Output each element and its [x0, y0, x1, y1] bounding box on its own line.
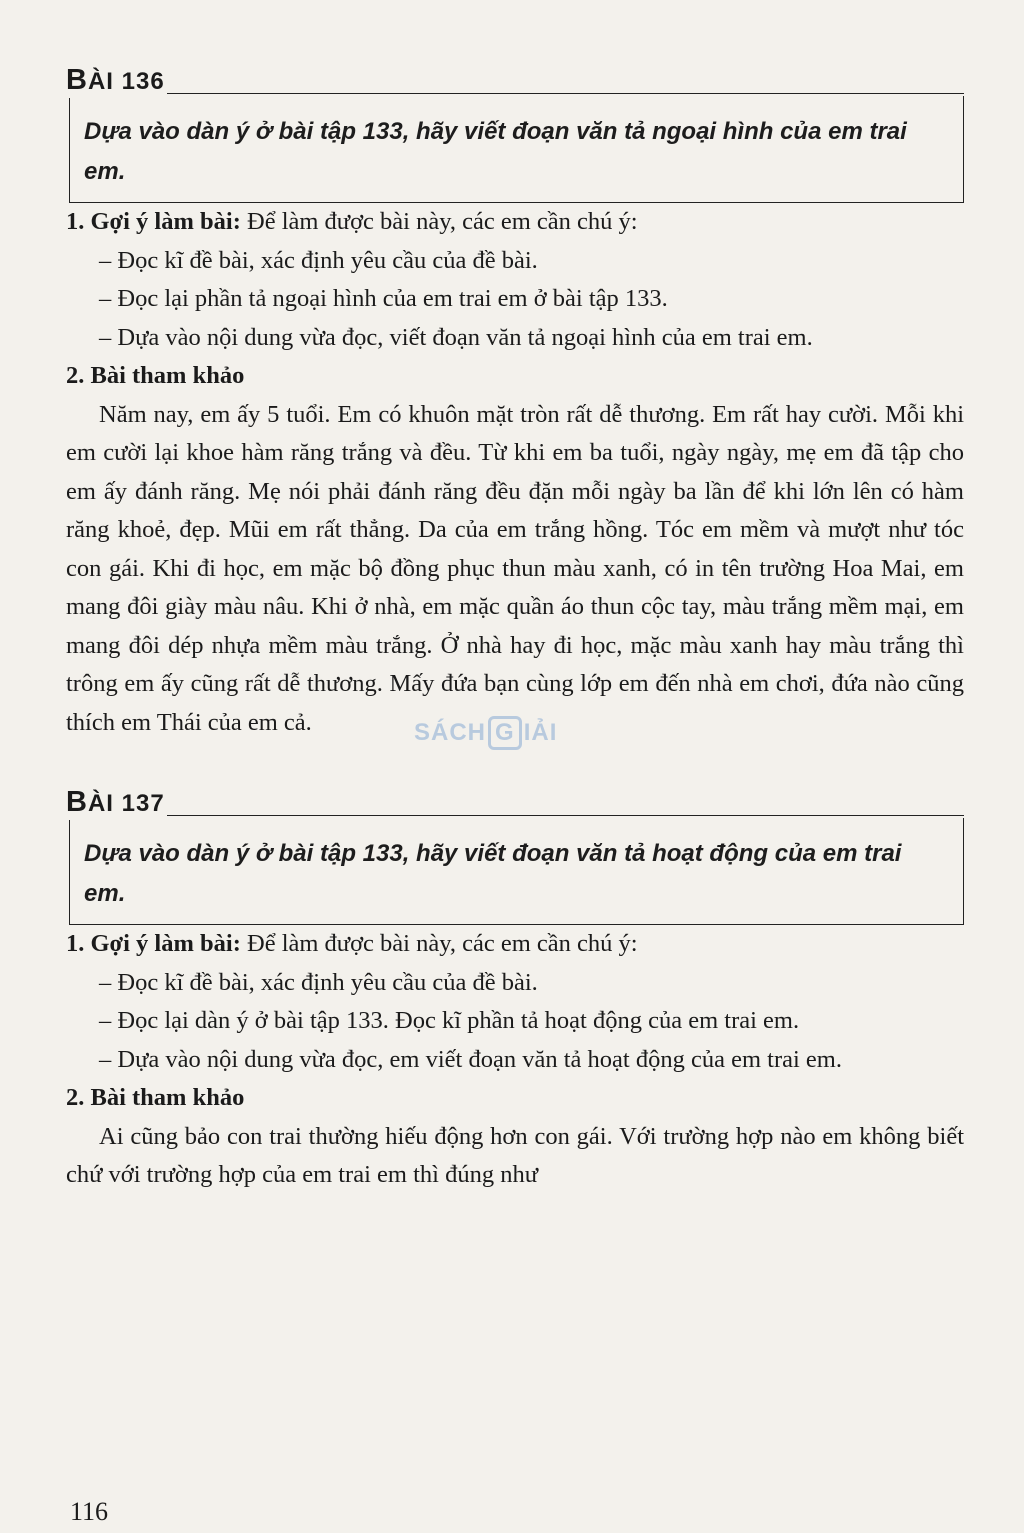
lesson-136-reference-heading: 2. Bài tham khảo — [66, 362, 245, 389]
lesson-137-reference-text: Ai cũng bảo con trai thường hiếu động hơn con gái. Với trường hợp nào em không biết chứ với trường hợp của em trai em thì đúng như — [66, 1122, 964, 1188]
lesson-137-title-initial: B — [66, 786, 88, 818]
lesson-136-title-rule — [66, 93, 964, 94]
lesson-136-hint-item: – Đọc kĩ đề bài, xác định yêu cầu của đề bài. — [99, 246, 538, 274]
lesson-137-header — [66, 780, 964, 818]
lesson-136-hint-item: – Dựa vào nội dung vừa đọc, viết đoạn văn tả ngoại hình của em trai em. — [99, 323, 813, 351]
lesson-136-reference-text: Năm nay, em ấy 5 tuổi. Em có khuôn mặt tròn rất dễ thương. Em rất hay cười. Mỗi khi em cười lại khoe hàm răng trắng và đều. Từ khi em ba tuổi, ngày ngày, mẹ em đã tập cho em ấy đánh răng. Mẹ nói phải đánh răng đều đặn mỗi ngày ba lần để khi lớn lên có hàm răng khoẻ, đẹp. Mũi em rất thẳng. Da của em trắng hồng. Tóc em mềm và mượt như tóc con gái. Khi đi học, em mặc bộ đồng phục thun màu xanh, có in tên trường Hoa Mai, em mang đôi giày màu nâu. Khi ở nhà, em mặc quần áo thun cộc tay, màu trắng mềm mại, em mang đôi dép nhựa mềm màu trắng. Ở nhà hay đi học, mặc màu xanh hay màu trắng thì trông em ấy cũng rất dễ thương. Mấy đứa bạn cùng lớp em đến nhà em chơi, đứa nào cũng thích em Thái của em cả. — [66, 400, 964, 736]
lesson-136-hint-label: 1. Gợi ý làm bài: — [66, 208, 241, 235]
lesson-137 — [66, 780, 964, 1195]
lesson-137-hint — [66, 925, 964, 964]
lesson-137-hint-item: – Đọc kĩ đề bài, xác định yêu cầu của đề bài. — [99, 968, 538, 996]
lesson-136-content — [66, 203, 964, 742]
lesson-137-task-text: Dựa vào dàn ý ở bài tập 133, hãy viết đoạn văn tả hoạt động của em trai em. — [84, 840, 902, 907]
lesson-137-title-rest: ÀI 137 — [87, 790, 165, 817]
textbook-page — [66, 58, 964, 1195]
watermark-right-text: IẢI — [523, 719, 558, 746]
lesson-136 — [66, 58, 964, 742]
watermark-box-letter: G — [488, 716, 522, 750]
lesson-136-title-initial: B — [66, 64, 88, 96]
lesson-136-task-box — [69, 96, 964, 203]
lesson-137-hint-item: – Đọc lại dàn ý ở bài tập 133. Đọc kĩ phần tả hoạt động của em trai em. — [99, 1007, 800, 1034]
lesson-136-task-text: Dựa vào dàn ý ở bài tập 133, hãy viết đoạn văn tả ngoại hình của em trai em. — [84, 118, 907, 185]
lesson-137-task-box — [69, 818, 964, 925]
lesson-137-reference-heading: 2. Bài tham khảo — [66, 1084, 245, 1111]
lesson-137-hint-label: 1. Gợi ý làm bài: — [66, 930, 241, 957]
lesson-136-hint-item: – Đọc lại phần tả ngoại hình của em trai em ở bài tập 133. — [99, 285, 668, 312]
lesson-137-title — [66, 786, 167, 820]
lesson-137-hint-item: – Dựa vào nội dung vừa đọc, em viết đoạn văn tả hoạt động của em trai em. — [99, 1045, 842, 1073]
lesson-136-header — [66, 58, 964, 96]
lesson-136-hint — [66, 203, 964, 242]
lesson-137-hint-text: Để làm được bài này, các em cần chú ý: — [240, 930, 638, 957]
watermark-left-text: SÁCH — [414, 719, 487, 746]
lesson-136-title-rest: ÀI 136 — [87, 68, 165, 95]
lesson-137-content — [66, 925, 964, 1195]
lesson-136-hint-text: Để làm được bài này, các em cần chú ý: — [240, 208, 638, 235]
lesson-136-title — [66, 64, 167, 98]
lesson-137-title-rule — [66, 815, 964, 816]
page-number: 116 — [70, 1497, 109, 1526]
